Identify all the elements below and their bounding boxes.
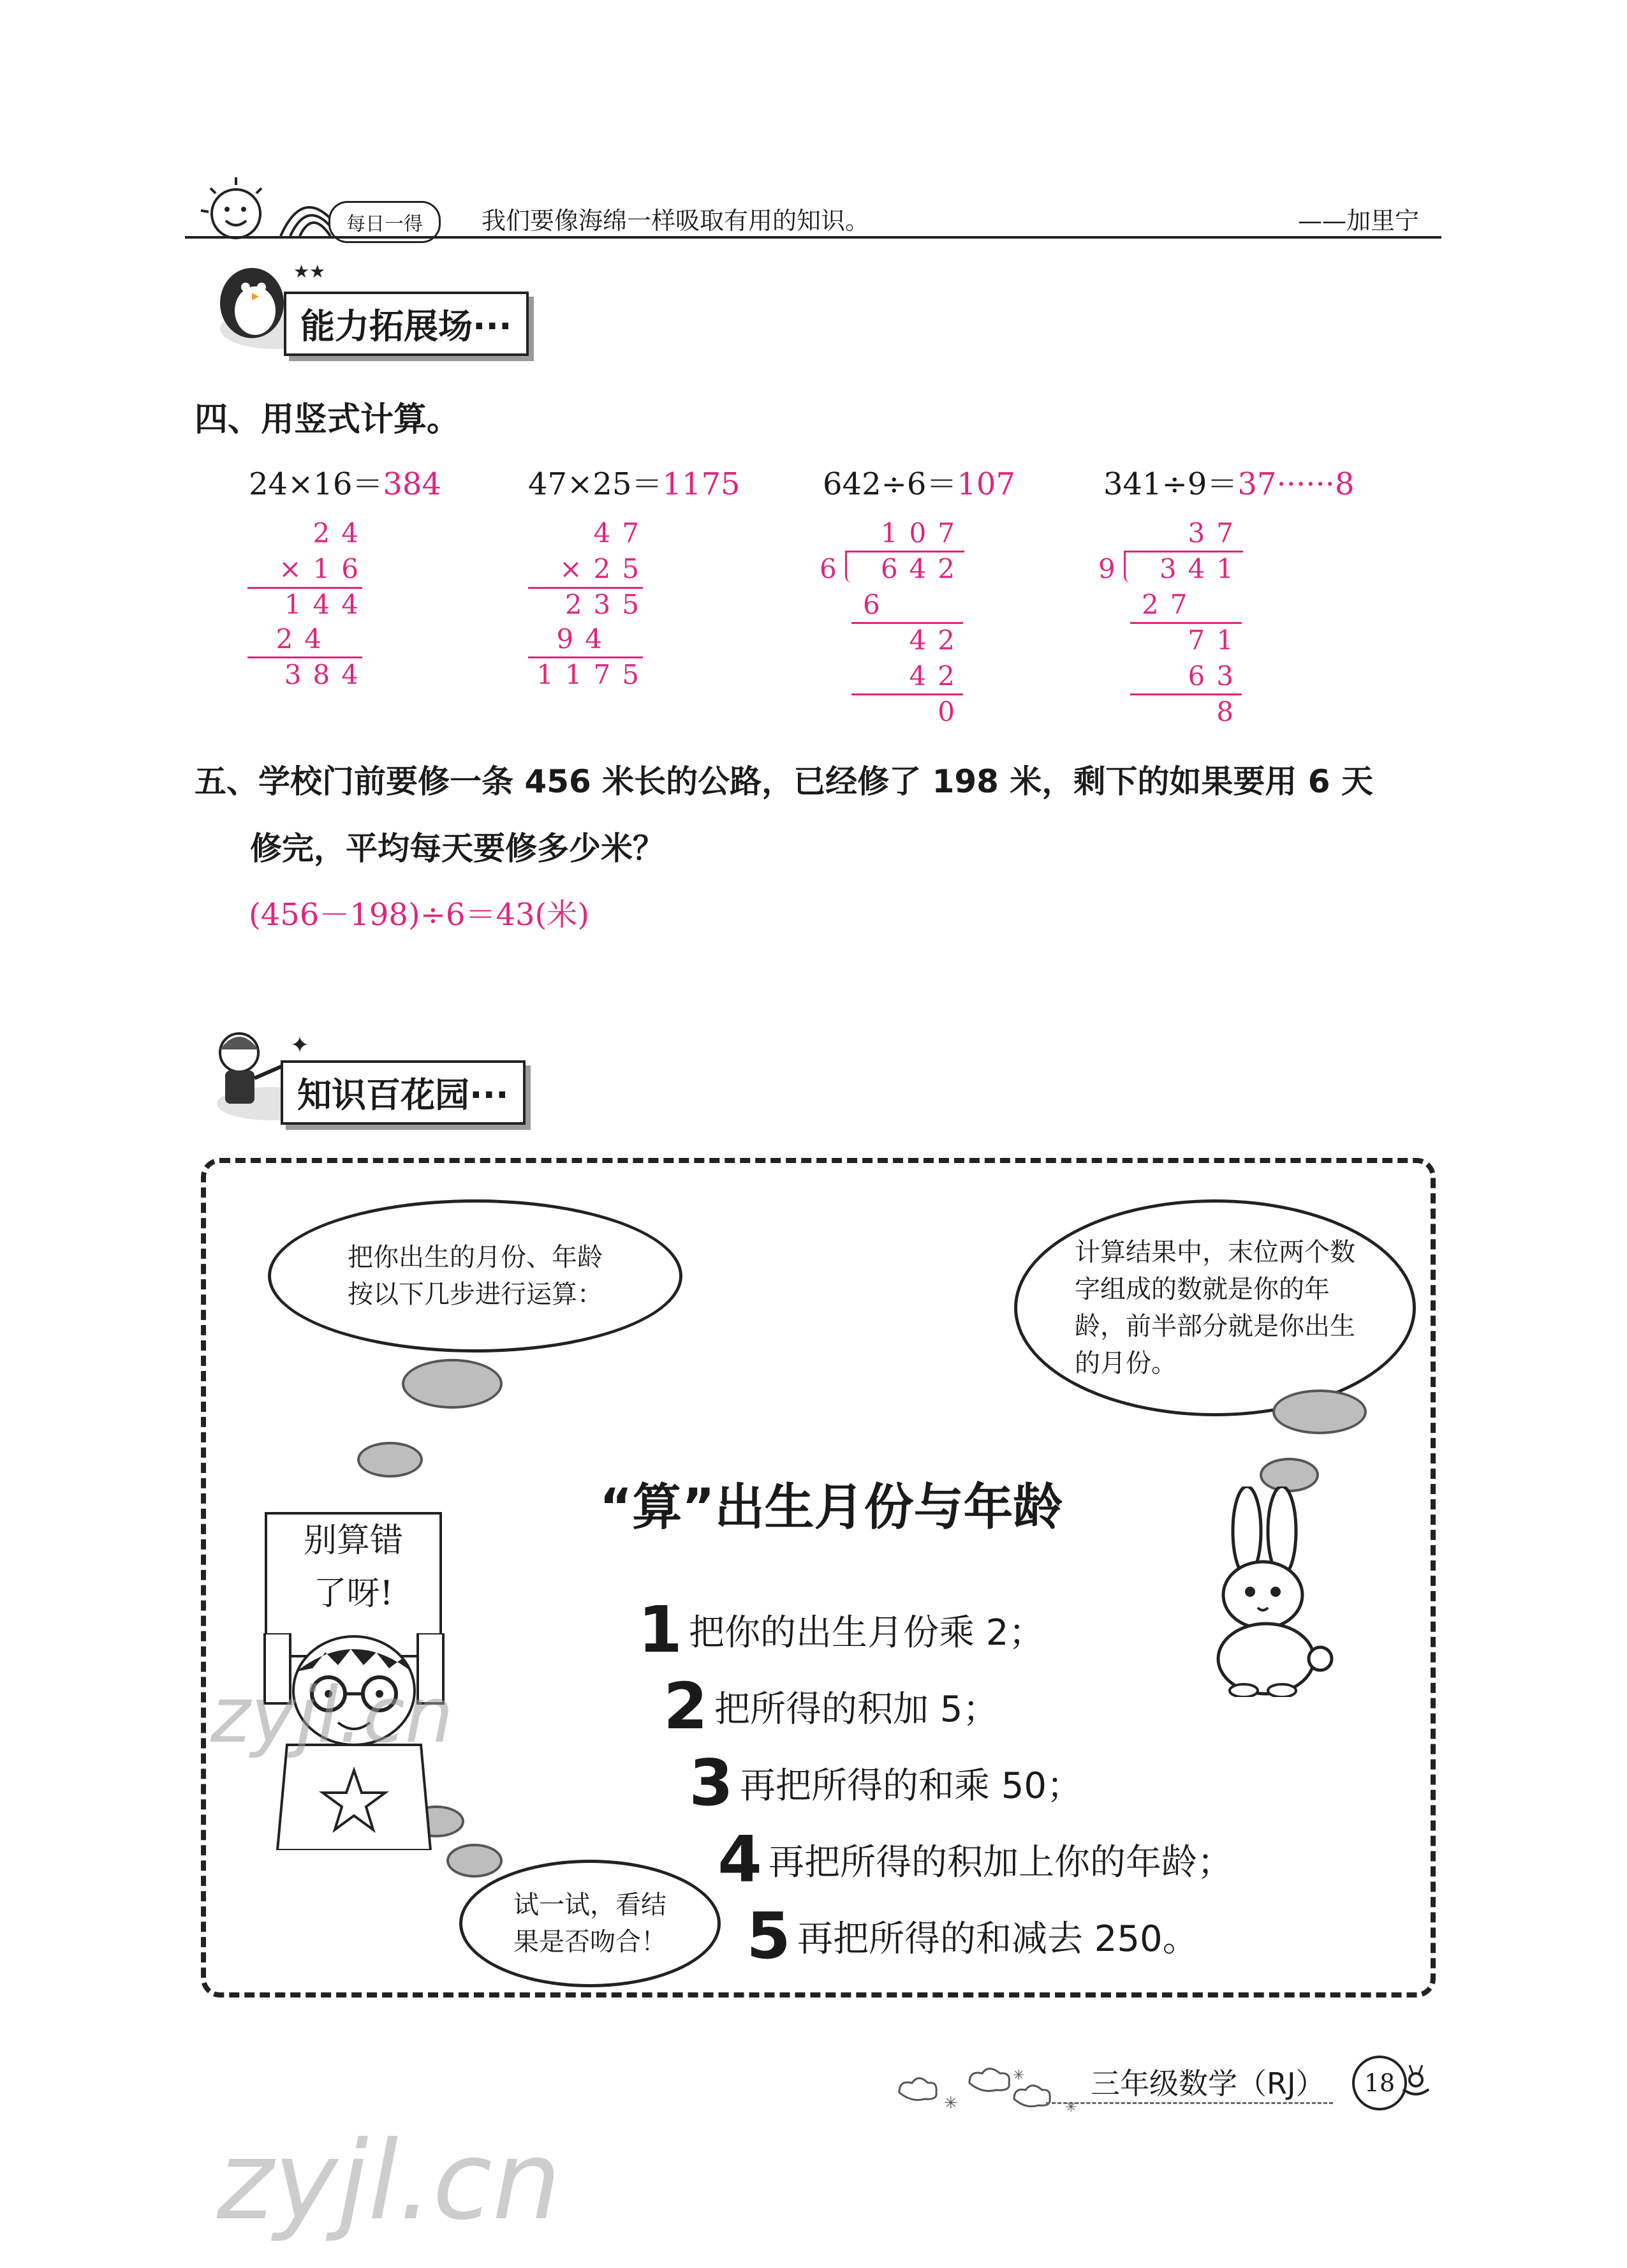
garden-step-1 xyxy=(631,1592,1045,1667)
sign-line: 了呀! xyxy=(313,1575,394,1613)
work-line: 6 xyxy=(863,589,892,620)
work-rule xyxy=(247,656,362,658)
work-line: 235 xyxy=(564,589,651,620)
speech-bubble-instructions xyxy=(268,1199,682,1353)
q4-problem-2-expr: 47×25＝ xyxy=(528,466,663,502)
q4-problem-1-expr: 24×16＝ xyxy=(249,466,383,502)
header-author: ——加里宁 xyxy=(1298,207,1420,235)
svg-text:✳: ✳ xyxy=(944,2094,958,2113)
bubble-line: 果是否吻合！ xyxy=(513,1927,666,1957)
watermark-bottom: zyjl.cn xyxy=(217,2118,561,2244)
garden-step-2 xyxy=(657,1669,999,1744)
thought-oval xyxy=(402,1359,503,1409)
q4-problem-2 xyxy=(528,459,740,503)
svg-text:✳: ✳ xyxy=(1065,2100,1077,2116)
step-text: 把所得的积加 5； xyxy=(714,1689,999,1730)
header-quote: 我们要像海绵一样吸取有用的知识。 xyxy=(482,207,870,235)
work-line: 42 xyxy=(909,625,966,656)
q5-answer: (456－198)÷6＝43(米) xyxy=(249,897,589,933)
q5-text-line-1: 五、学校门前要修一条 456 米长的公路，已经修了 198 米，剩下的如果要用 6 天 xyxy=(195,763,1373,800)
speech-bubble-explanation xyxy=(1014,1199,1416,1416)
bubble-line: 字组成的数就是你的年 xyxy=(1075,1275,1330,1304)
page-number-badge xyxy=(1352,2056,1407,2110)
q4-problem-4 xyxy=(1103,459,1355,503)
thought-oval xyxy=(357,1442,423,1478)
garden-step-4 xyxy=(711,1822,1233,1897)
work-rule xyxy=(1130,693,1242,695)
work-line: 1175 xyxy=(536,659,651,690)
step-text: 把你的出生月份乘 2； xyxy=(689,1612,1045,1654)
svg-text:✳: ✳ xyxy=(1013,2068,1025,2084)
work-line: 27 xyxy=(1142,589,1199,620)
section-title-ability: 能力拓展场··· xyxy=(284,292,529,356)
footer-label: 三年级数学（RJ） xyxy=(1091,2066,1325,2101)
q4-work-div-1 xyxy=(820,517,966,737)
rabbit-icon xyxy=(1199,1486,1346,1697)
work-line: 24 xyxy=(313,517,370,549)
work-line: 63 xyxy=(1188,660,1245,692)
garden-step-3 xyxy=(682,1745,1083,1820)
sign-line: 别算错 xyxy=(303,1522,403,1560)
work-dividend: 642 xyxy=(880,553,966,584)
work-rule xyxy=(851,693,963,695)
step-text: 再把所得的积加上你的年龄； xyxy=(769,1842,1233,1883)
work-line: ×16 xyxy=(279,553,370,584)
section-tab-knowledge xyxy=(195,1021,552,1123)
q4-problem-3-expr: 642÷6＝ xyxy=(823,466,957,502)
speech-bubble-explanation-text xyxy=(1075,1234,1355,1382)
work-divisor: 9 xyxy=(1098,553,1127,584)
watermark-inner: zyjl.cn xyxy=(210,1671,453,1760)
work-rule xyxy=(851,622,963,624)
svg-text:★★: ★★ xyxy=(293,261,325,282)
bubble-line: 试一试，看结 xyxy=(513,1890,666,1920)
work-line: 144 xyxy=(284,589,370,620)
daily-badge-label: 每日一得 xyxy=(346,213,423,235)
work-line: 71 xyxy=(1188,625,1245,656)
work-rule xyxy=(528,656,643,658)
garden-step-5 xyxy=(740,1899,1198,1973)
q4-work-mult-1 xyxy=(242,517,370,699)
snail-icon xyxy=(1400,2064,1432,2102)
work-dividend: 341 xyxy=(1159,553,1245,584)
q5-text-line-2: 修完，平均每天要修多少米？ xyxy=(250,830,665,867)
q4-work-div-2 xyxy=(1098,517,1245,737)
work-quotient: 37 xyxy=(1188,517,1245,549)
sun-rainbow-icon xyxy=(185,172,351,242)
q4-problem-4-expr: 341÷9＝ xyxy=(1103,466,1238,502)
bubble-line: 的月份。 xyxy=(1075,1349,1177,1378)
work-line: 94 xyxy=(556,623,614,655)
footer-underline xyxy=(1046,2102,1333,2104)
header-rule xyxy=(185,236,1441,239)
q4-work-mult-2 xyxy=(523,517,651,699)
work-rule xyxy=(1130,622,1242,624)
q4-problem-4-answer: 37······8 xyxy=(1237,466,1355,502)
step-number: 5 xyxy=(746,1899,791,1973)
bubble-line: 按以下几步进行运算： xyxy=(348,1280,603,1309)
step-text: 再把所得的和减去 250。 xyxy=(797,1918,1198,1960)
q4-problem-3-answer: 107 xyxy=(957,466,1016,502)
speech-bubble-try xyxy=(459,1860,721,1987)
work-quotient: 107 xyxy=(880,517,966,549)
speech-bubble-instructions-text xyxy=(348,1239,603,1313)
step-number: 3 xyxy=(689,1745,733,1820)
work-line: 47 xyxy=(593,517,651,549)
bubble-line: 计算结果中，末位两个数 xyxy=(1075,1238,1355,1267)
work-line: 0 xyxy=(938,696,966,727)
svg-text:✦: ✦ xyxy=(290,1032,310,1058)
division-bar xyxy=(1125,551,1243,552)
step-number: 2 xyxy=(663,1669,708,1744)
step-text: 再把所得的和乘 50； xyxy=(740,1765,1083,1807)
bubble-line: 把你出生的月份、年龄 xyxy=(348,1243,603,1272)
work-line: 24 xyxy=(276,623,333,655)
q4-title: 四、用竖式计算。 xyxy=(195,401,460,439)
work-line: ×25 xyxy=(559,553,651,584)
bubble-line: 龄，前半部分就是你出生 xyxy=(1075,1312,1355,1341)
thought-oval xyxy=(1272,1390,1367,1434)
step-number: 4 xyxy=(718,1822,762,1897)
work-line: 8 xyxy=(1216,696,1245,727)
work-line: 42 xyxy=(909,660,966,692)
q4-problem-2-answer: 1175 xyxy=(662,466,740,502)
speech-bubble-try-text xyxy=(513,1886,666,1960)
work-line: 384 xyxy=(284,659,370,690)
q4-problem-1-answer: 384 xyxy=(383,466,442,502)
step-number: 1 xyxy=(638,1592,682,1667)
header xyxy=(185,172,1441,242)
garden-title: “算”出生月份与年龄 xyxy=(600,1479,1063,1536)
work-divisor: 6 xyxy=(820,553,848,584)
q4-problem-1 xyxy=(249,459,441,503)
q4-problem-3 xyxy=(823,459,1015,503)
cloud-stars-decoration-icon xyxy=(887,2061,1091,2118)
page-number: 18 xyxy=(1364,2069,1395,2097)
section-tab-ability xyxy=(198,252,555,354)
division-bar xyxy=(846,551,964,552)
section-title-knowledge: 知识百花园··· xyxy=(281,1060,526,1125)
